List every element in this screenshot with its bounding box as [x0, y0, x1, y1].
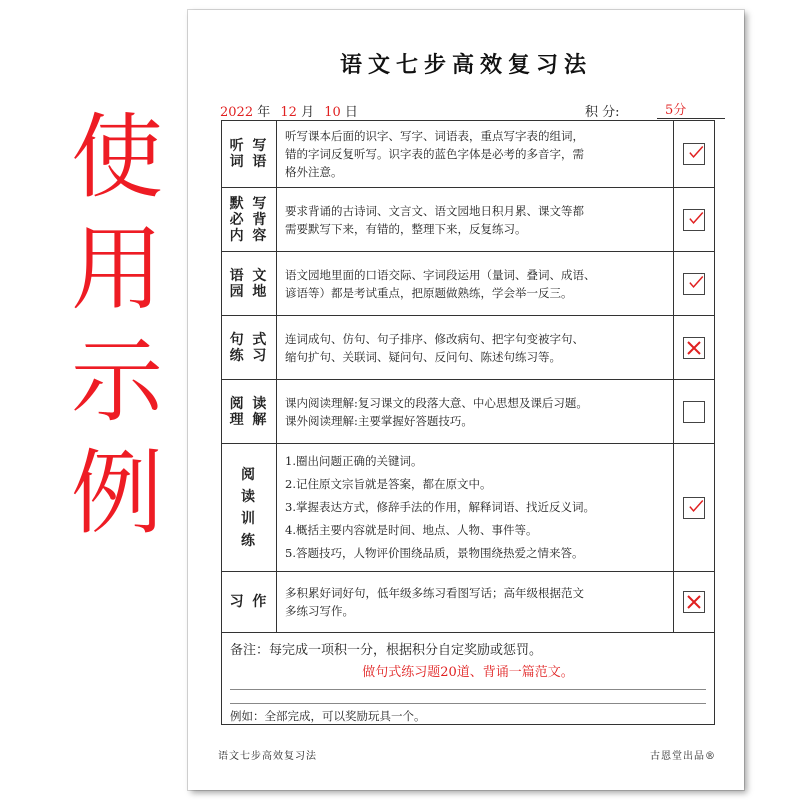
row-checkbox-cell: [673, 380, 714, 443]
date-day[interactable]: 10: [324, 105, 341, 120]
notes-remark: 备注：每完成一项积一分，根据积分自定奖励或惩罚。: [230, 643, 543, 658]
row-description: 语文园地里面的口语交际、字词段运用（量词、叠词、成语、 谚语等）都是考试重点，把原题做熟练，学会举一反三。: [285, 267, 596, 300]
review-table: [221, 120, 715, 725]
row-category: 默 写 必 背 内 容: [222, 188, 277, 251]
row-checkbox-cell: [673, 188, 714, 251]
row-checkbox-cell: [673, 316, 714, 379]
check-icon: [688, 207, 704, 229]
table-row: [222, 252, 714, 316]
row-checkbox-cell: [673, 444, 714, 571]
row-checkbox-cell: [673, 252, 714, 315]
notes-writing-line[interactable]: [230, 689, 706, 690]
checkbox-crossed[interactable]: [683, 337, 705, 359]
row-description: 连词成句、仿句、句子排序、修改病句、把字句变被字句、 缩句扩句、关联词、疑问句、反问句、陈述句练习等。: [285, 331, 584, 364]
table-row: [222, 121, 714, 188]
date-year-unit: 年: [257, 105, 271, 120]
checkbox-checked[interactable]: [683, 273, 705, 295]
date-month[interactable]: 12: [280, 105, 297, 120]
table-row: [222, 444, 714, 572]
footer-brand: 古恩堂出品®: [650, 751, 716, 762]
footer-title: 语文七步高效复习法: [218, 751, 317, 762]
row-category: 语 文 园 地: [222, 252, 277, 315]
side-label-char-1: 使: [71, 104, 164, 211]
row-description: 1.圈出问题正确的关键词。 2.记住原文宗旨就是答案，都在原文中。 3.掌握表达方式，修辞手法的作用，解释词语、找近反义词。 4.概括主要内容就是时间、地点、人物、事件等。 5.答题技巧，人物评价围绕品质，景物围绕热爱之情来答。: [285, 454, 595, 560]
side-label-char-4: 例: [71, 440, 164, 547]
checkbox-checked[interactable]: [683, 497, 705, 519]
side-label-char-2: 用: [71, 216, 164, 323]
checkbox-checked[interactable]: [683, 143, 705, 165]
notes-section: [222, 633, 714, 726]
side-label: [71, 104, 164, 556]
cross-icon: [686, 594, 702, 610]
score-label: 积 分:: [585, 105, 620, 120]
checkbox-checked[interactable]: [683, 209, 705, 231]
checkbox-empty[interactable]: [683, 401, 705, 423]
row-category: 阅 读 理 解: [222, 380, 277, 443]
check-icon: [688, 141, 704, 163]
row-checkbox-cell: [673, 121, 714, 187]
row-category: 句 式 练 习: [222, 316, 277, 379]
row-description: 要求背诵的古诗词、文言文、语文园地日积月累、课文等都 需要默写下来，有错的，整理下来，反复练习。: [285, 203, 584, 236]
cross-icon: [686, 340, 702, 356]
row-description: 课内阅读理解:复习课文的段落大意、中心思想及课后习题。 课外阅读理解:主要掌握好答题技巧。: [285, 395, 588, 428]
date-line: [220, 101, 358, 120]
row-checkbox-cell: [673, 572, 714, 632]
score-field: [585, 101, 717, 120]
date-year[interactable]: 2022: [220, 105, 254, 120]
checkbox-crossed[interactable]: [683, 591, 705, 613]
score-value[interactable]: 5分: [657, 99, 725, 119]
table-row: [222, 188, 714, 252]
notes-example: 例如：全部完成，可以奖励玩具一个。: [230, 709, 426, 723]
row-category: 阅 读 训 练: [222, 444, 277, 571]
notes-handwritten-entry[interactable]: 做句式练习题20道、背诵一篇范文。: [362, 665, 574, 680]
row-description: 听写课本后面的识字、写字、词语表，重点写字表的组词， 错的字词反复听写。识字表的蓝色字体是必考的多音字，需 格外注意。: [285, 129, 584, 179]
date-month-unit: 月: [301, 105, 315, 120]
page-title: 语文七步高效复习法: [339, 52, 592, 78]
side-label-char-3: 示: [71, 328, 164, 435]
table-row: [222, 380, 714, 444]
row-category: 习 作: [222, 572, 277, 632]
table-row: [222, 572, 714, 633]
table-row: [222, 316, 714, 380]
date-day-unit: 日: [344, 105, 358, 120]
check-icon: [688, 495, 704, 517]
notes-writing-line[interactable]: [230, 703, 706, 704]
row-category: 听 写 词 语: [222, 121, 277, 187]
row-description: 多积累好词好句，低年级多练习看图写话；高年级根据范文 多练习写作。: [285, 586, 584, 618]
worksheet: [188, 10, 744, 790]
check-icon: [688, 271, 704, 293]
